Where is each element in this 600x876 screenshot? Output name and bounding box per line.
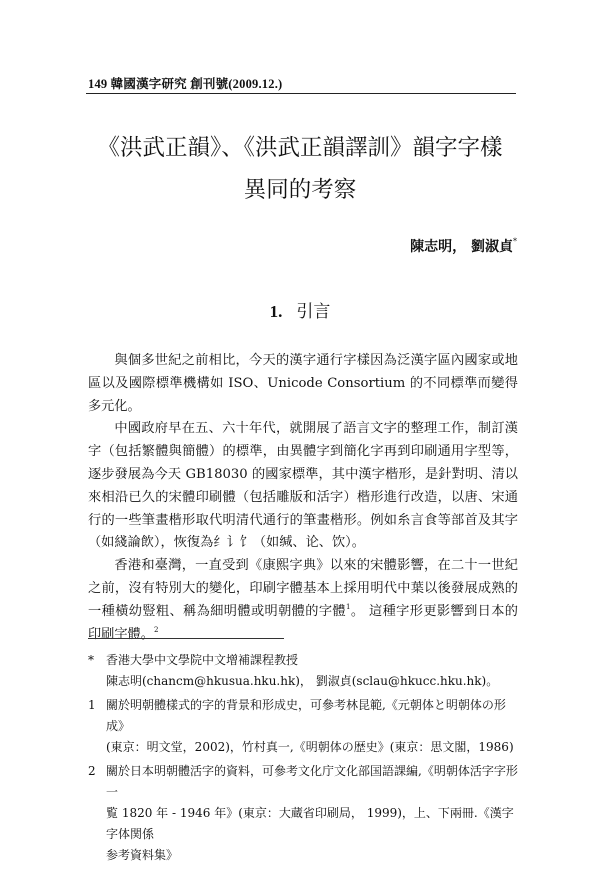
footnote-line: 参考資料集》 (106, 848, 179, 862)
author-line (410, 236, 517, 256)
section-title: 引言 (296, 302, 331, 322)
footnote-line: 關於日本明朝體活字的資料，可參考文化庁文化部国語課編,《明朝体活字字形一 (106, 764, 518, 799)
section-number: 1. (269, 302, 283, 321)
footnote-ref-2[interactable]: 2 (153, 625, 159, 634)
paragraph-3-text-a: 香港和臺灣，一直受到《康熙字典》以來的宋體影響，在二十一世紀之前，沒有特別大的變化，印刷字體基本上採用明代中葉以後發展成熟的一種橫幼豎粗、稱為細明體或明朝體的字體 (88, 558, 518, 619)
footnote-line: 香港大學中文學院中文增補課程教授 (106, 653, 299, 667)
paper-title-line-1: 《洪武正韻》、《洪武正韻譯訓》韻字字樣 (97, 135, 503, 161)
footnotes (88, 650, 518, 869)
author-footnote-mark: * (513, 237, 517, 246)
footnote-separator (88, 638, 284, 639)
footnote-mark: 1 (88, 698, 96, 712)
footnote-line: 關於明朝體樣式的字的背景和形成史，可參考林昆範,《元朝体と明朝体の形成》 (106, 698, 506, 733)
body-text (88, 350, 518, 646)
footnote-line: 陳志明(chancm@hkusua.hku.hk)， 劉淑貞(sclau@hkucc.hku.hk)。 (106, 674, 499, 688)
author-names: 陳志明， 劉淑貞 (410, 239, 513, 255)
footnote-mark: * (88, 653, 94, 667)
footnote-2 (88, 761, 518, 866)
footnote-1 (88, 695, 518, 758)
header-rule (86, 93, 516, 94)
footnote-mark: 2 (88, 764, 96, 778)
running-header: 149 韓國漢字研究 創刊號(2009.12.) (88, 77, 283, 91)
footnote-author (88, 650, 518, 692)
paragraph-1: 與個多世紀之前相比，今天的漢字通行字樣因為泛漢字區內國家或地區以及國際標準機構如 ISO、Unicode Consortium 的不同標準而變得多元化。 (88, 353, 518, 414)
footnote-line: 覧 1820 年 - 1946 年》(東京：大蔵省印刷局， 1999)，上、下兩冊.《漢字字体関係 (106, 806, 514, 841)
paragraph-3-text-b: 。 這種字形更影響到日本的印刷字體。 (88, 603, 518, 642)
section-heading (0, 297, 600, 322)
footnote-line: (東京：明文堂，2002)，竹村真一,《明朝体の歴史》(東京：思文閣，1986) (106, 740, 514, 754)
paragraph-2: 中國政府早在五、六十年代，就開展了語言文字的整理工作，制訂漢字（包括繁體與簡體）的標準，由異體字到簡化字再到印刷通用字型等，逐步發展為今天 GB18030 的國家標準，其中漢字楷形，是針對明、清以來相沿已久的宋體印刷體（包括雕版和活字）楷形進行改造，以唐、宋通行的一些筆畫楷形取代明清代通行的筆畫楷形。例如糸言食等部首及其字（如綫論飲），恢復為纟讠饣（如缄、论、饮）。 (88, 421, 518, 551)
footnote-ref-1[interactable]: 1 (346, 602, 351, 611)
paper-title-line-2: 異同的考察 (243, 177, 357, 203)
paragraph-3 (88, 555, 518, 646)
